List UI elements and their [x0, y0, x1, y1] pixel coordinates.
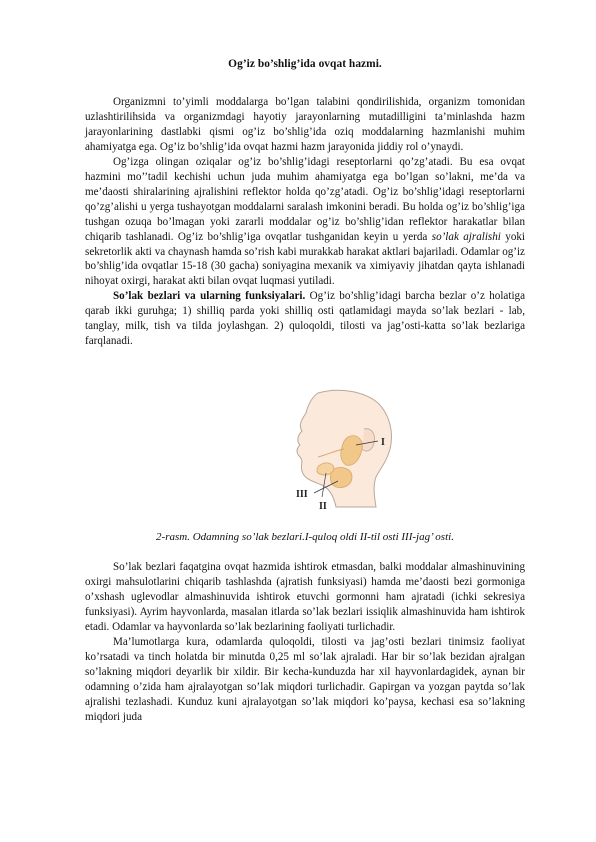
page-title: Og’iz bo’shlig’ida ovqat hazmi.: [228, 58, 382, 70]
paragraph-receptors: [85, 155, 525, 290]
salivary-glands-illustration: [260, 385, 400, 510]
section-heading-salivary-glands: So’lak bezlari va ularning funksiyalari.: [113, 290, 306, 303]
figure-salivary-glands: [85, 385, 525, 525]
body-text-top: [85, 95, 525, 349]
paragraph-secretion-amount: Ma’lumotlarga kura, odamlarda quloqoldi, tilosti va jag’osti bezlari tinimsiz faoliyat ko’rsatadi va tinch holatda bir minutda 0,25 ml so’lak ajraladi. Har bir so’lak bezidan ajralgan so’lakning miqdori deyarlik bir xildir. Bir kecha-kunduzda har xil hayvonlardagidek, aynan bir odamning o’zida ham ajralayotgan so’lak miqdori turlichadir. Gapirgan va yozgan paytda so’lak ajralishi tezlashadi. Kunduz kuni ajralayotgan so’lak miqdori ko’paysa, kechasi esa so’lakning miqdori juda: [85, 635, 525, 723]
paragraph-receptors-text: Og’izga olingan oziqalar og’iz bo’shlig’idagi reseptorlarni qo’zg’atadi. Bu esa ovqat hazmini mo’’tadil kechishi uchun juda muhim ahamiyatga ega bo’lgan so’lakni, me’da va me’daosti shiralarining ajralishini reflektor holda qo’zg’atadi. Og’iz bo’shlig’idagi reseptorlarni qo’zg’alishi u yerga tushayotgan moddalarni saralash imkonini beradi. Bu holda og’iz bo’shlig’iga tushgan ozuqa bo’lmagan yoki zararli moddalar og’iz bo’shlig’idan reflektor harakatlar bilan chiqarib tashlanadi. Og’iz bo’shlig’iga ovqatlar tushganidan keyin u yerda: [85, 155, 525, 243]
paragraph-receptors-italic: so’lak ajralishi: [431, 230, 501, 243]
figure-label-I: I: [381, 437, 385, 448]
figure-label-III: III: [296, 489, 308, 500]
figure-caption: 2-rasm. Odamning so’lak bezlari.I-quloq oldi II-til osti III-jag’ osti.: [156, 531, 454, 543]
paragraph-glands: [85, 289, 525, 349]
paragraph-glands-text: Og’iz bo’shlig’idagi barcha bezlar o’z holatiga qarab ikki guruhga; 1) shilliq parda yoki shilliq osti qatlamidagi mayda so’lak bezlari - lab, tanglay, milk, tish va tilda joylashgan. 2) quloqoldi, tilosti va jag’osti-katta so’lak bezlariga farqlanadi.: [85, 290, 525, 348]
paragraph-functions: So’lak bezlari faqatgina ovqat hazmida ishtirok etmasdan, balki moddalar almashinuvining oxirgi mahsulotlarini chiqarib tashlashda (ajratish funksiyasi) hamda me’daosti bezi gormoniga o’xshash uglevodlar almashinuvida ishtirok etuvchi gormonni ham ajratadi (ichki sekresiya funksiyasi). Ayrim hayvonlarda, masalan itlarda so’lak bezlari issiqlik almashinuvida ham ishtirok etadi. Odamlar va hayvonlarda so’lak bezlarining faoliyati turlichadir.: [85, 561, 525, 633]
paragraph-receptors-text-end: yoki sekretorlik akti va chaynash hamda so’rish kabi murakkab harakat aktlari bajariladi. Odamlar og’iz bo’shlig’ida ovqatlar 15-18 (30 gacha) soniyagina mexanik va ximiyaviy jihatdan qayta ishlanadi nihoyat oxirgi, harakat akti bilan ovqat luqmasi yutiladi.: [85, 230, 525, 288]
figure-label-II: II: [319, 501, 327, 510]
paragraph-intro: Organizmni to’yimli moddalarga bo’lgan talabini qondirilishida, organizm tomonidan uzlashtirilihsida va organizmdagi hayotiy jarayonlarning mutadilligini ta’minlashda hazm jarayonlarining dastlabki qismi og’iz bo’shlig’ida oziq moddalarning hazmlanishi muhim ahamiyatga ega. Og’iz bo’shlig’ida ovqat hazmi hazm jarayonida jiddiy rol o’ynaydi.: [85, 96, 525, 153]
body-text-bottom: [85, 560, 525, 724]
